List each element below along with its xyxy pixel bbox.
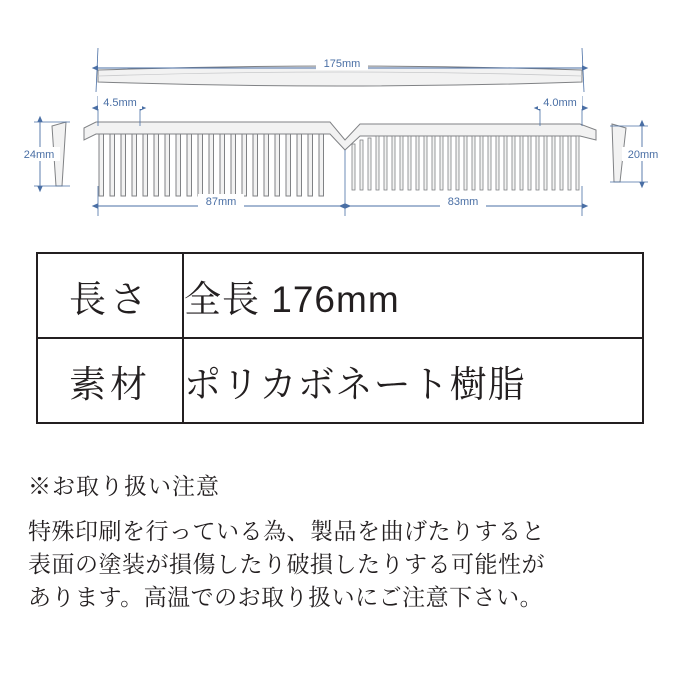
dimension-label-left-tooth: 4.5mm bbox=[103, 97, 137, 109]
handling-notes-line: あります。高温でのお取り扱いにご注意下さい。 bbox=[28, 584, 544, 610]
handling-notes-line: 表面の塗装が損傷したり破損したりする可能性が bbox=[28, 551, 545, 577]
spec-table bbox=[36, 252, 644, 424]
spec-value-length: 全長 176mm bbox=[183, 253, 643, 338]
dimension-right-section bbox=[345, 186, 582, 216]
dimension-label-total-length: 175mm bbox=[323, 58, 361, 70]
comb-technical-drawing bbox=[0, 0, 680, 232]
comb-body-view bbox=[84, 122, 596, 196]
table-row bbox=[37, 338, 643, 423]
spec-label-length: 長さ bbox=[37, 253, 183, 338]
dimension-right-tooth bbox=[538, 96, 582, 126]
handling-notes bbox=[28, 468, 660, 614]
dimension-label-right-tooth: 4.0mm bbox=[543, 97, 577, 109]
dimension-label-left-section: 87mm bbox=[205, 196, 237, 208]
dimension-label-right-section: 83mm bbox=[447, 196, 479, 208]
table-row bbox=[37, 253, 643, 338]
dimension-label-right-height: 20mm bbox=[627, 149, 659, 161]
spec-value-material: ポリカボネート樹脂 bbox=[183, 338, 643, 423]
spec-label-material: 素材 bbox=[37, 338, 183, 423]
handling-notes-title: ※お取り扱い注意 bbox=[28, 473, 220, 499]
dimension-label-left-height: 24mm bbox=[23, 149, 55, 161]
handling-notes-body bbox=[28, 515, 660, 614]
handling-notes-line: 特殊印刷を行っている為、製品を曲げたりすると bbox=[28, 518, 545, 544]
comb-drawing-svg bbox=[0, 0, 680, 232]
